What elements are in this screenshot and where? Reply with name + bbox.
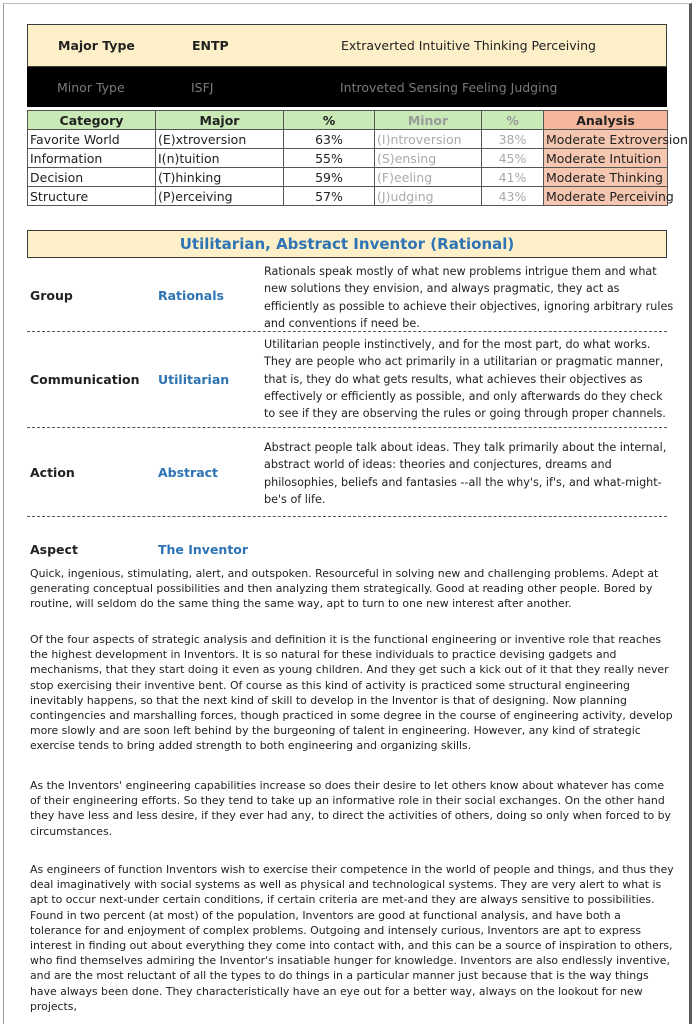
- cell-major: (P)erceiving: [156, 187, 284, 206]
- header-analysis: Analysis: [544, 111, 668, 130]
- cell-minor-pct: 38%: [482, 130, 544, 149]
- cell-analysis: Moderate Extroversion: [544, 130, 668, 149]
- header-category: Category: [28, 111, 156, 130]
- cell-minor-pct: 43%: [482, 187, 544, 206]
- table-row: [28, 130, 668, 149]
- major-type-label: Major Type: [58, 38, 135, 53]
- communication-description: Utilitarian people instinctively, and for the most part, do what works. They are people who act primarily in a utilitarian or pragmatic manner, that is, they do what gets results, what achieves their objectives as effectively or efficiently as possible, and only afterwards do they check to see if they are observing the rules or going through proper channels.: [264, 338, 666, 421]
- minor-type-code: ISFJ: [191, 79, 214, 95]
- divider: [27, 331, 667, 332]
- cell-minor: (J)udging: [375, 187, 482, 206]
- paragraph-2: Of the four aspects of strategic analysis and definition it is the functional engineering or inventive role that reaches the highest development in Inventors. It is so natural for these individuals to practice devising gadgets and mechanisms, that they start doing it even as young children. And they get such a kick out of it that they really never stop exercising their inventive bent. Of course as this kind of activity is practiced some structural engineering inevitably happens, so that the next kind of skill to develop in the Inventor is that of designing. Now planning contingencies and marshalling forces, though practiced in some degree in the course of engineering activity, develop more slowly and are soon left behind by the burgeoning of talent in engineering. However, any kind of strategic exercise tends to bring added strength to both engineering and organizing skills.: [30, 633, 673, 753]
- paragraph-3: As the Inventors' engineering capabilities increase so does their desire to let others know about whatever has come of their engineering efforts. So they tend to take up an informative role in their social exchanges. On the other hand they have less and less desire, if they ever had any, to direct the activities of others, doing so only when forced to by circumstances.: [30, 779, 671, 838]
- table-row: [28, 187, 668, 206]
- cell-major-pct: 57%: [284, 187, 375, 206]
- action-value: Abstract: [158, 465, 219, 480]
- cell-analysis: Moderate Thinking: [544, 168, 668, 187]
- minor-type-box: [27, 67, 667, 107]
- action-label: Action: [30, 465, 75, 480]
- cell-category: Structure: [28, 187, 156, 206]
- major-type-box: [27, 24, 667, 67]
- paragraph-1: Quick, ingenious, stimulating, alert, and outspoken. Resourceful in solving new and challenging problems. Adept at generating conceptual possibilities and then analyzing them strategically. Good at reading other people. Bored by routine, will seldom do the same thing the same way, apt to turn to one new interest after another.: [30, 567, 659, 611]
- cell-minor-pct: 45%: [482, 149, 544, 168]
- aspect-label: Aspect: [30, 542, 78, 557]
- group-label: Group: [30, 288, 73, 303]
- major-type-description: Extraverted Intuitive Thinking Perceiving: [341, 38, 596, 53]
- trait-table: [27, 110, 688, 206]
- divider: [27, 427, 667, 428]
- cell-analysis: Moderate Intuition: [544, 149, 668, 168]
- cell-major: I(n)tuition: [156, 149, 284, 168]
- group-description: Rationals speak mostly of what new problems intrigue them and what new solutions they envision, and always pragmatic, they act as efficiently as possible to achieve their objectives, ignoring arbitrary rules and conventions if need be.: [264, 265, 674, 330]
- cell-minor-pct: 41%: [482, 168, 544, 187]
- minor-type-description: Introveted Sensing Feeling Judging: [340, 79, 558, 95]
- minor-type-label: Minor Type: [57, 79, 125, 95]
- table-row: [28, 168, 668, 187]
- cell-major-pct: 55%: [284, 149, 375, 168]
- header-major: Major: [156, 111, 284, 130]
- aspect-value: The Inventor: [158, 542, 249, 557]
- cell-analysis: Moderate Perceiving: [544, 187, 668, 206]
- major-type-code: ENTP: [192, 38, 229, 53]
- cell-major: (E)xtroversion: [156, 130, 284, 149]
- cell-minor: (I)ntroversion: [375, 130, 482, 149]
- paragraph-4: As engineers of function Inventors wish to exercise their competence in the world of people and things, and thus they deal imaginatively with social systems as well as physical and technological systems. They are very alert to what is apt to occur next-under certain conditions, if certain criteria are met-and they are always sensitive to possibilities. Found in two percent (at most) of the population, Inventors are good at functional analysis, and have both a tolerance for and enjoyment of complex problems. Outgoing and intensely curious, Inventors are apt to express interest in finding out about everything they come into contact with, and this can be a source of inspiration to others, who find themselves admiring the Inventor's insatiable hunger for knowledge. Inventors are also endlessly inventive, and are the most reluctant of all the types to do things in a particular manner just because that is the way things have always been done. They characteristically have an eye out for a better way, always on the lookout for new projects,: [30, 863, 674, 1013]
- cell-minor: (S)ensing: [375, 149, 482, 168]
- communication-label: Communication: [30, 372, 140, 387]
- action-description: Abstract people talk about ideas. They talk primarily about the internal, abstract world of ideas: theories and conjectures, dreams and philosophies, beliefs and fantasies --all the why's, if's, and what-might-be's of life.: [264, 441, 667, 506]
- group-value: Rationals: [158, 288, 224, 303]
- cell-major-pct: 59%: [284, 168, 375, 187]
- header-minor: Minor: [375, 111, 482, 130]
- header-major-pct: %: [284, 111, 375, 130]
- table-row: [28, 149, 668, 168]
- header-minor-pct: %: [482, 111, 544, 130]
- cell-major: (T)hinking: [156, 168, 284, 187]
- profile-title: Utilitarian, Abstract Inventor (Rational): [27, 230, 667, 258]
- cell-category: Information: [28, 149, 156, 168]
- cell-major-pct: 63%: [284, 130, 375, 149]
- cell-category: Decision: [28, 168, 156, 187]
- cell-minor: (F)eeling: [375, 168, 482, 187]
- communication-value: Utilitarian: [158, 372, 230, 387]
- divider: [27, 516, 667, 517]
- trait-table-header: [28, 111, 668, 130]
- cell-category: Favorite World: [28, 130, 156, 149]
